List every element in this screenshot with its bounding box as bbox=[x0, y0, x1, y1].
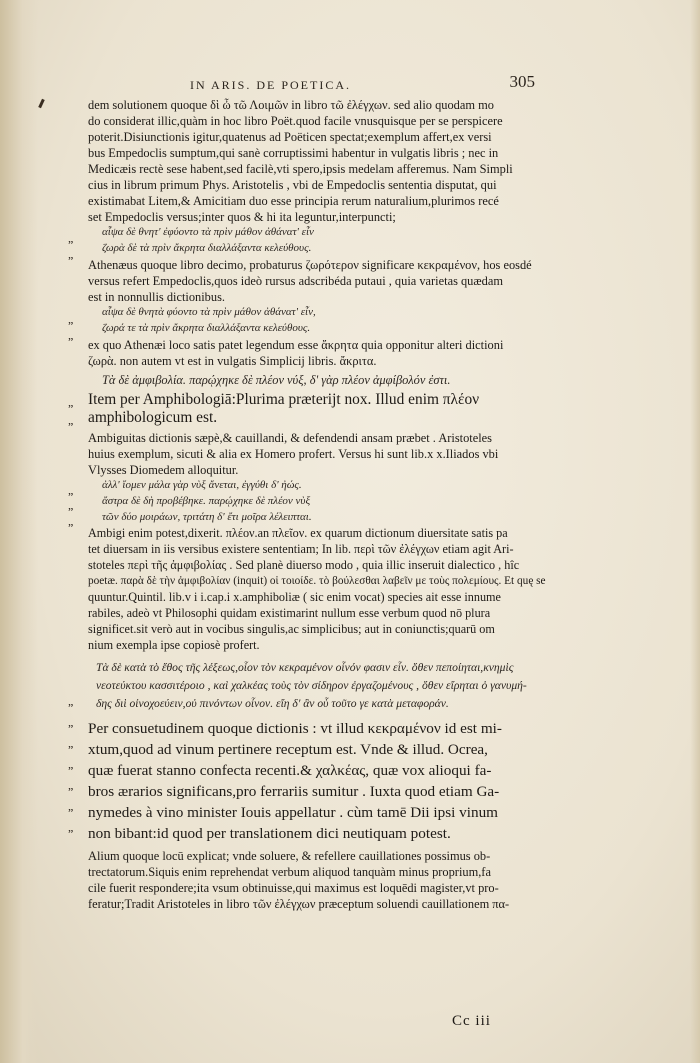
translation-line: non bibant:id quod per translationem dici neutiquam potest. bbox=[88, 825, 451, 842]
page-number: 305 bbox=[509, 72, 535, 91]
text-line: Medicæis rectè sese habent,sed facilè,vti spero,ipsis medelam afferemus. Nam Simpli bbox=[88, 162, 513, 176]
text-line: cile fuerit respondere;ita vsum obtinuisse,qui maximus est loquēdi magister,vt pro- bbox=[88, 881, 499, 895]
quote-mark: „ bbox=[68, 736, 74, 750]
translation-line: xtum,quod ad vinum pertinere receptum est. Vnde & illud. Ocrea, bbox=[88, 741, 488, 758]
greek-verse: ἀλλ' ἴομεν μάλα γὰρ νὺξ ἄνεται, ἐγγύθι δ' ἠώς. bbox=[102, 479, 302, 491]
text-line: do considerat illic,quàm in hoc libro Poët.quod facile vnusquisque per se perspicere bbox=[88, 114, 503, 128]
translation-line: quæ fuerat stanno confecta recenti.& χαλκέας, quæ vox alioqui fa- bbox=[88, 762, 492, 779]
text-line: set Empedoclis versus;inter quos & hi ita leguntur,interpuncti; bbox=[88, 210, 396, 224]
quote-mark: „ bbox=[68, 820, 74, 834]
translation-line: amphibologicum est. bbox=[88, 409, 218, 426]
text-line: Ambigi enim potest,dixerit. πλέον.an πλεῖον. ex quarum dictionum diuersitate satis pa bbox=[88, 526, 508, 540]
text-line: est in nonnullis dictionibus. bbox=[88, 290, 225, 304]
text-line: poetæ. παρὰ δὲ τὴν ἀμφιβολίαν (inquit) οἱ τοιοίδε. τὸ βούλεσθαι λαβεῖν με τοὺς πολεμίους. Et quę se bbox=[88, 575, 546, 587]
quote-mark: „ bbox=[68, 231, 74, 245]
text-line: ex quo Athenæi loco satis patet legendum esse ἄκρητα quia opponitur alteri dictioni bbox=[88, 338, 504, 352]
quote-mark: „ bbox=[68, 694, 74, 708]
greek-lemma: νεοτεύκτου κασσιτέροιο , καὶ χαλκέας τοὺς τὸν σίδηρον ἐργαζομένους , ὅθεν εἴρηται ὁ γανυμή- bbox=[96, 679, 527, 692]
translation-line: Per consuetudinem quoque dictionis : vt illud κεκραμένον id est mi- bbox=[88, 720, 502, 737]
text-line: ζωρὰ. non autem vt est in vulgatis Simplicij libris. ἄκριτα. bbox=[88, 354, 377, 368]
text-line: significet.sit verò aut in vocibus singulis,ac simplicibus; aut in coniunctis;quarū om bbox=[88, 622, 495, 636]
text-line: Ambiguitas dictionis sæpè,& cauillandi, & defendendi ansam præbet . Aristoteles bbox=[88, 431, 493, 445]
text-line: huius exemplum, sicuti & alia ex Homero profert. Versus hi sunt lib.x x.Iliados vbi bbox=[88, 447, 499, 461]
greek-verse: ζωρὰ δὲ τὰ πρὶν ἄκρητα διαλλάξαντα κελεύθους. bbox=[102, 242, 312, 254]
greek-lemma: δης διὶ οἰνοχοεύειν,οὐ πινόντων οἶνον. εἴη δ' ἂν οὗ τοῦτο γε κατὰ μεταφοράν. bbox=[96, 697, 449, 710]
text-line: quuntur.Quintil. lib.v i i.cap.i x.amphiboliæ ( sic enim vocat) species ait esse innume bbox=[88, 590, 501, 604]
signature-mark: Cc iii bbox=[452, 1013, 491, 1029]
text-line: versus refert Empedoclis,quos ideò rursus adscribéda putaui , quia varietas quædam bbox=[88, 274, 503, 288]
quote-mark: „ bbox=[68, 312, 74, 326]
text-line: existimabat Litem,& Amicitiam duo esse principia rerum naturalium,plurimos recé bbox=[88, 194, 499, 208]
quote-mark: „ bbox=[68, 413, 74, 427]
quote-mark: „ bbox=[68, 247, 74, 261]
text-line: feratur;Tradit Aristoteles in libro τῶν ἐλέγχων præceptum soluendi cauillationem πα- bbox=[88, 897, 510, 911]
quote-mark: „ bbox=[68, 778, 74, 792]
quote-mark: „ bbox=[68, 757, 74, 771]
running-title: IN ARIS. DE POETICA. bbox=[190, 78, 352, 92]
translation-line: Item per Amphibologiā:Plurima præterijt nox. Illud enim πλέον bbox=[88, 391, 480, 408]
translation-line: nymedes à vino minister Iouis appellatur . cùm tamē Dii ipsi vinum bbox=[88, 804, 498, 821]
text-line: Vlysses Diomedem alloquitur. bbox=[88, 463, 239, 477]
text-line: bus Empedoclis sumptum,qui sanè corruptissimi habentur in vulgatis libris ; nec in bbox=[88, 146, 499, 160]
text-line: rabiles, adeò vt Philosophi quidam existimarint nullum esse verbum quod nō plura bbox=[88, 606, 491, 620]
text-line: tet diuersam in iis versibus existere sententiam; In lib. περὶ τῶν ἐλέγχων etiam agit Ari- bbox=[88, 542, 514, 556]
text-line: Alium quoque locū explicat; vnde soluere, & refellere cauillationes possimus ob- bbox=[88, 849, 491, 863]
translation-line: bros ærarios significans,pro ferrariis sumitur . Iuxta quod etiam Ga- bbox=[88, 783, 500, 800]
text-line: dem solutionem quoque δὶ ὦ τῶ Λοιμῶν in libro τῶ ἐλέγχων. sed alio quodam mo bbox=[88, 98, 494, 112]
quote-mark: „ bbox=[68, 715, 74, 729]
running-header bbox=[190, 72, 535, 96]
quote-mark: „ bbox=[68, 799, 74, 813]
greek-lemma: Τὰ δὲ ἀμφιβολία. παρῴχηκε δὲ πλέον νύξ, δ' γὰρ πλέον ἀμφίβολόν ἐστι. bbox=[102, 373, 451, 387]
greek-lemma: Τὰ δὲ κατὰ τὸ ἔθος τῆς λέξεως,οἷον τὸν κεκραμένον οἶνόν φασιν εἶν. ὅθεν πεποίηται,κνημὶς bbox=[96, 661, 514, 674]
quote-mark: „ bbox=[68, 395, 74, 409]
text-line: cius in librum primum Phys. Aristotelis , vbi de Empedoclis sententia disputat, qui bbox=[88, 178, 497, 192]
page-binding-shadow bbox=[0, 0, 38, 1063]
text-line: poterit.Disiunctionis igitur,quatenus ad Poëticen spectat;exemplum affert,ex versi bbox=[88, 130, 492, 144]
greek-verse: ἄστρα δὲ δὴ προβέβηκε. παρῴχηκε δὲ πλέον νὺξ bbox=[102, 495, 311, 507]
greek-verse: αἶψα δὲ θνητὰ φύοντο τὰ πρὶν μάθον ἀθάνατ' εἶν, bbox=[102, 306, 316, 318]
greek-verse: ζωρά τε τὰ πρὶν ἄκρητα διαλλάξαντα κελεύθους. bbox=[102, 322, 311, 334]
page-edge-shadow bbox=[690, 0, 700, 1063]
quote-mark: „ bbox=[68, 483, 74, 497]
greek-verse: τῶν δύο μοιράων, τριτάτη δ' ἔτι μοῖρα λέλειπται. bbox=[102, 511, 312, 523]
text-line: Athenæus quoque libro decimo, probaturus ζωρότερον significare κεκραμένον, hos eosdé bbox=[88, 258, 532, 272]
greek-verse: αἶψα δὲ θνητ' ἐφύοντο τὰ πρὶν μάθον ἀθάνατ' εἶν bbox=[102, 226, 314, 238]
quote-mark: „ bbox=[68, 514, 74, 528]
quote-mark: „ bbox=[68, 328, 74, 342]
quote-mark: „ bbox=[68, 498, 74, 512]
ink-mark bbox=[38, 99, 45, 108]
text-line: nium exempla ipse copiosè profert. bbox=[88, 638, 260, 652]
text-line: stoteles περὶ τῆς ἀμφιβολίας . Sed planè diuerso modo , quia illic inseruit dialectico , hîc bbox=[88, 558, 520, 572]
text-line: trectatorum.Siquis enim reprehendat verbum aliquod tanquàm minus proprium,fa bbox=[88, 865, 491, 879]
